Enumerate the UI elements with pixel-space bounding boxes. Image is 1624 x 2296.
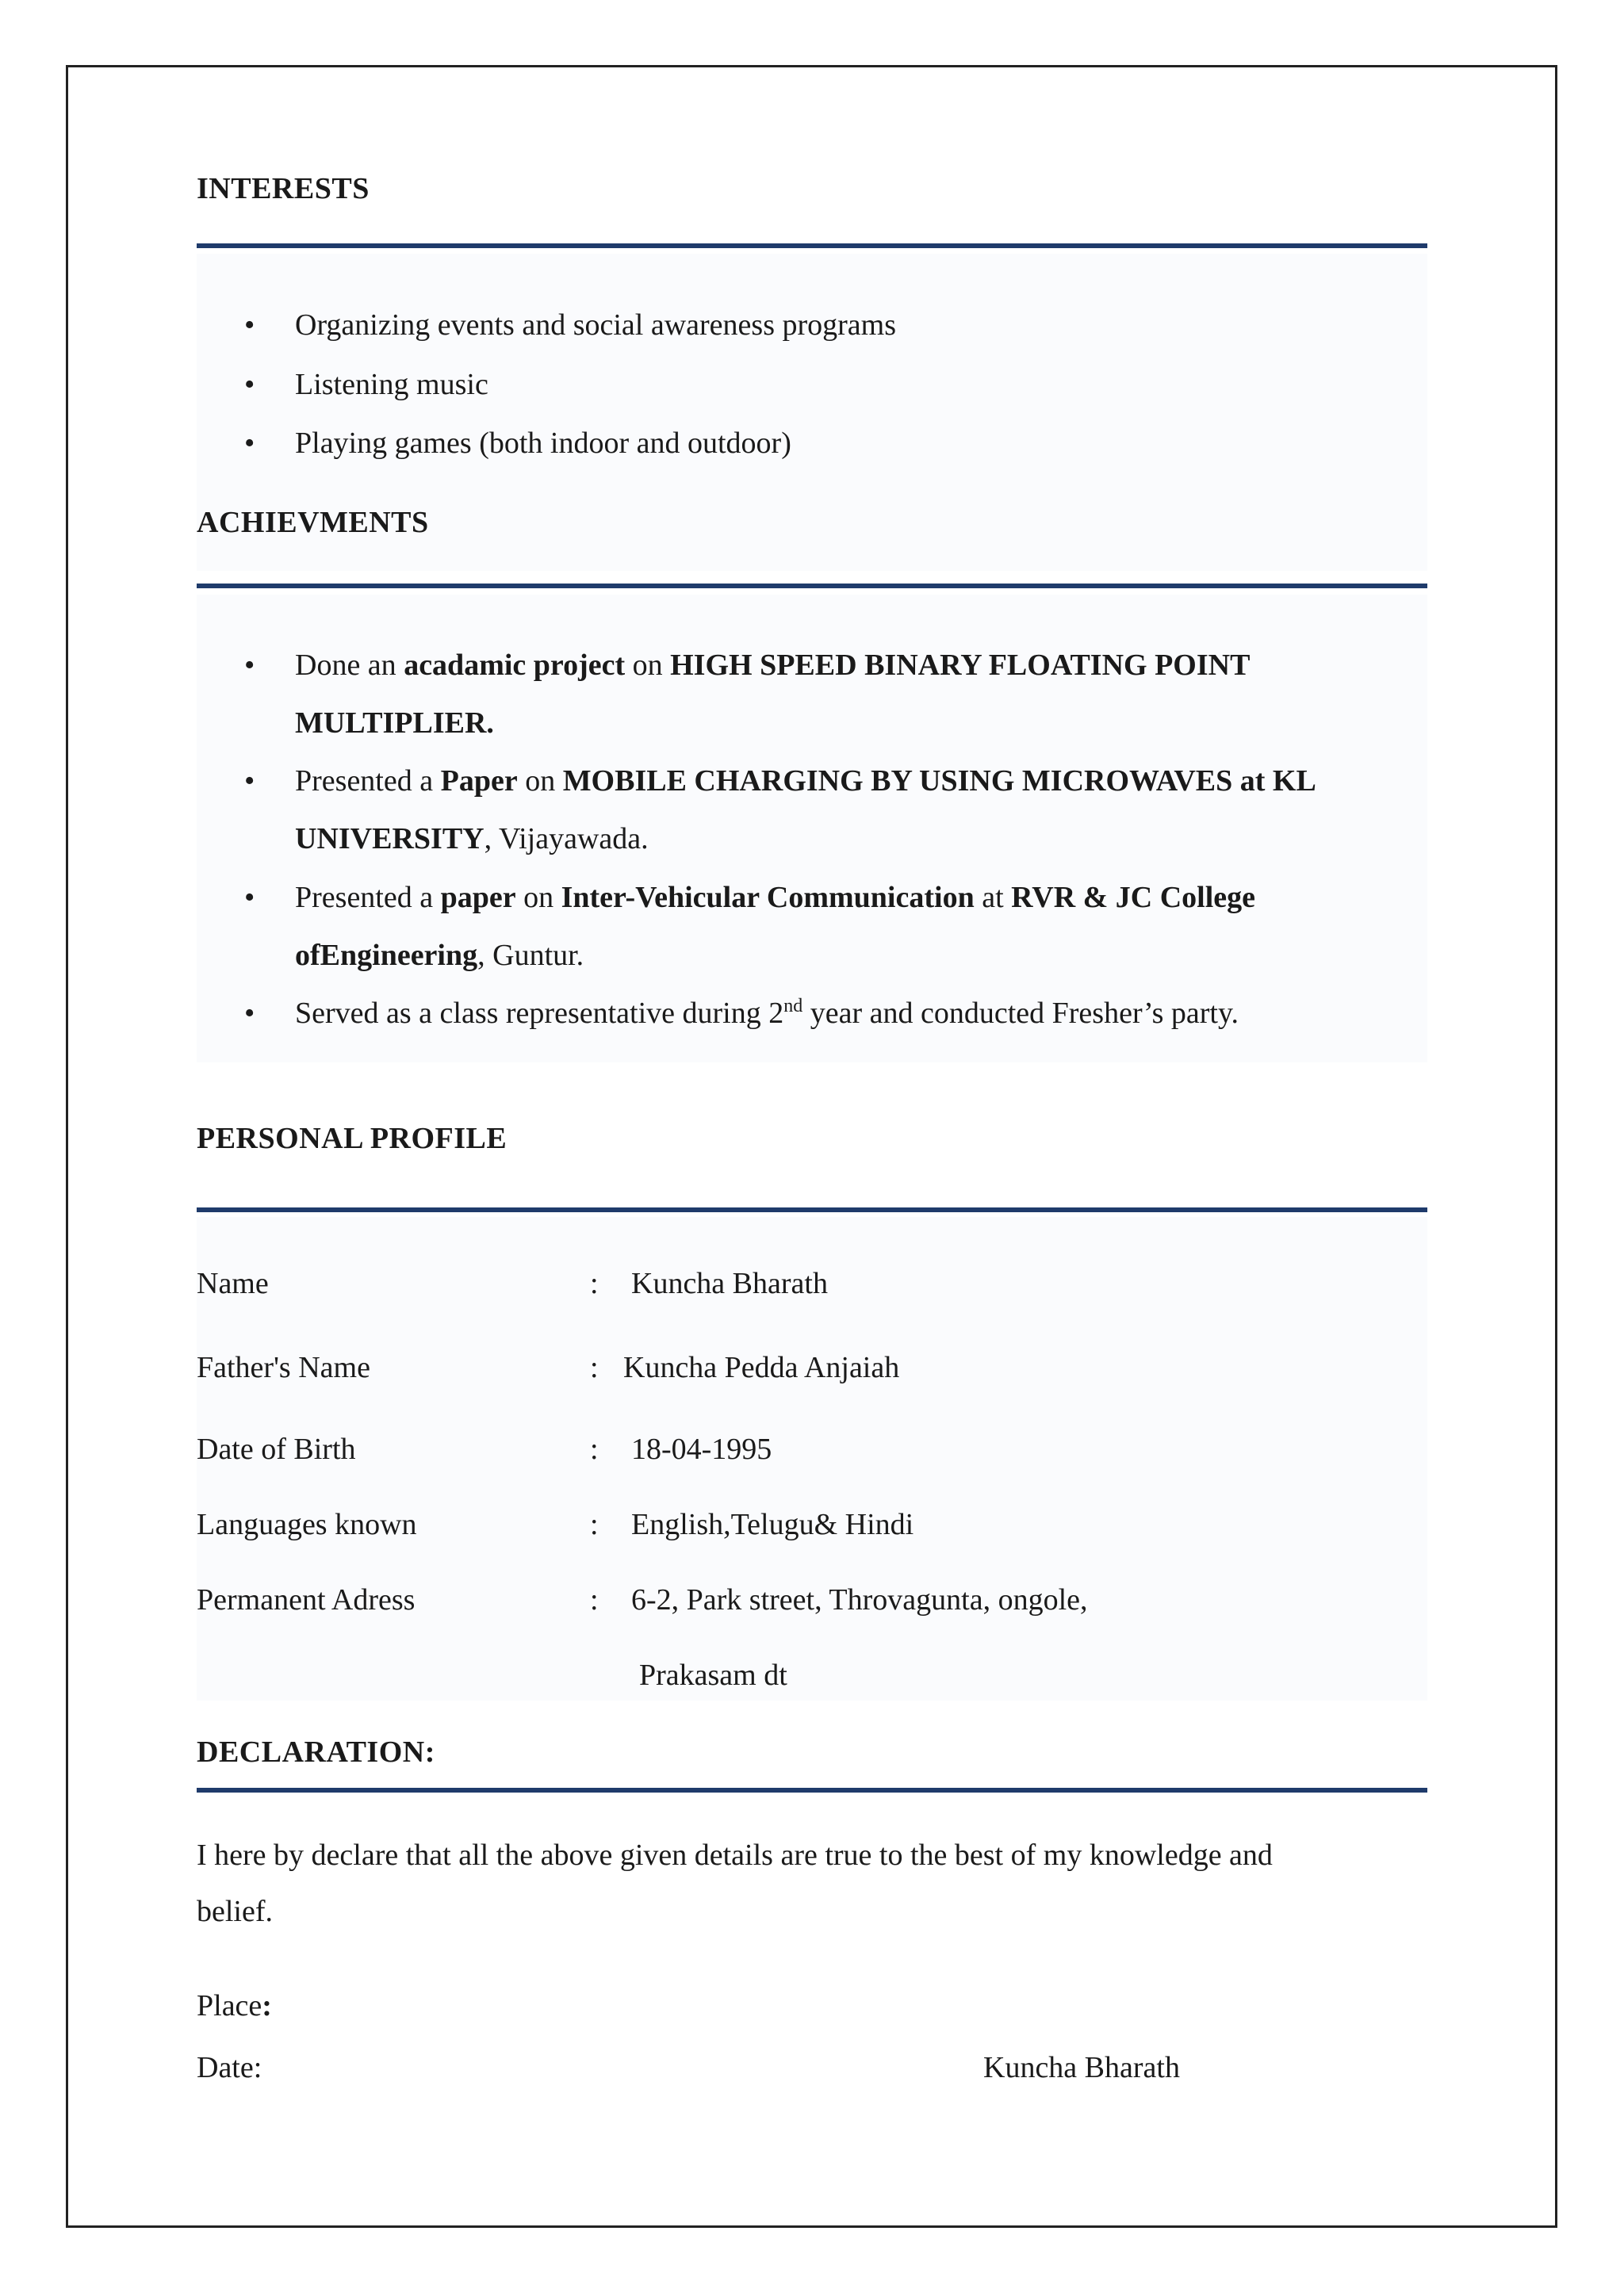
declaration-rule — [197, 1788, 1427, 1793]
achievement-continuation: UNIVERSITY, Vijayawada. — [295, 822, 649, 855]
profile-colon: : — [590, 1351, 599, 1384]
achievement-continuation: ofEngineering, Guntur. — [295, 939, 584, 972]
bullet-icon: • — [244, 649, 255, 682]
bullet-icon: • — [244, 368, 255, 401]
profile-value-name: Kuncha Bharath — [631, 1267, 828, 1300]
achievements-heading: ACHIEVMENTS — [197, 506, 429, 539]
profile-colon: : — [590, 1267, 599, 1300]
bullet-icon: • — [244, 427, 255, 460]
profile-colon: : — [590, 1583, 599, 1617]
declaration-text-line2: belief. — [197, 1895, 274, 1928]
profile-label-name: Name — [197, 1267, 269, 1300]
profile-label-dob: Date of Birth — [197, 1433, 356, 1466]
profile-label-address: Permanent Adress — [197, 1583, 416, 1617]
profile-colon: : — [590, 1508, 599, 1541]
profile-rule — [197, 1207, 1427, 1212]
profile-colon: : — [590, 1433, 599, 1466]
bullet-icon: • — [244, 764, 255, 798]
signature-name: Kuncha Bharath — [983, 2051, 1180, 2084]
profile-value-dob: 18-04-1995 — [631, 1433, 772, 1466]
bullet-icon: • — [244, 308, 255, 342]
achievements-rule — [197, 584, 1427, 588]
interests-heading: INTERESTS — [197, 172, 370, 205]
bullet-icon: • — [244, 881, 255, 914]
profile-value-languages: English,Telugu& Hindi — [631, 1508, 914, 1541]
declaration-heading: DECLARATION: — [197, 1735, 435, 1769]
profile-value-father: Kuncha Pedda Anjaiah — [623, 1351, 900, 1384]
bullet-icon: • — [244, 997, 255, 1030]
profile-label-father: Father's Name — [197, 1351, 370, 1384]
interests-rule — [197, 243, 1427, 248]
profile-value-address: 6-2, Park street, Throvagunta, ongole, — [631, 1583, 1088, 1617]
achievement-continuation: MULTIPLIER. — [295, 706, 494, 740]
profile-label-languages: Languages known — [197, 1508, 417, 1541]
declaration-text-line1: I here by declare that all the above given details are true to the best of my knowledge and — [197, 1839, 1273, 1872]
date-label: Date: — [197, 2051, 262, 2084]
profile-heading: PERSONAL PROFILE — [197, 1122, 508, 1155]
place-label: Place: — [197, 1989, 272, 2022]
profile-value-address-line2: Prakasam dt — [639, 1659, 787, 1692]
